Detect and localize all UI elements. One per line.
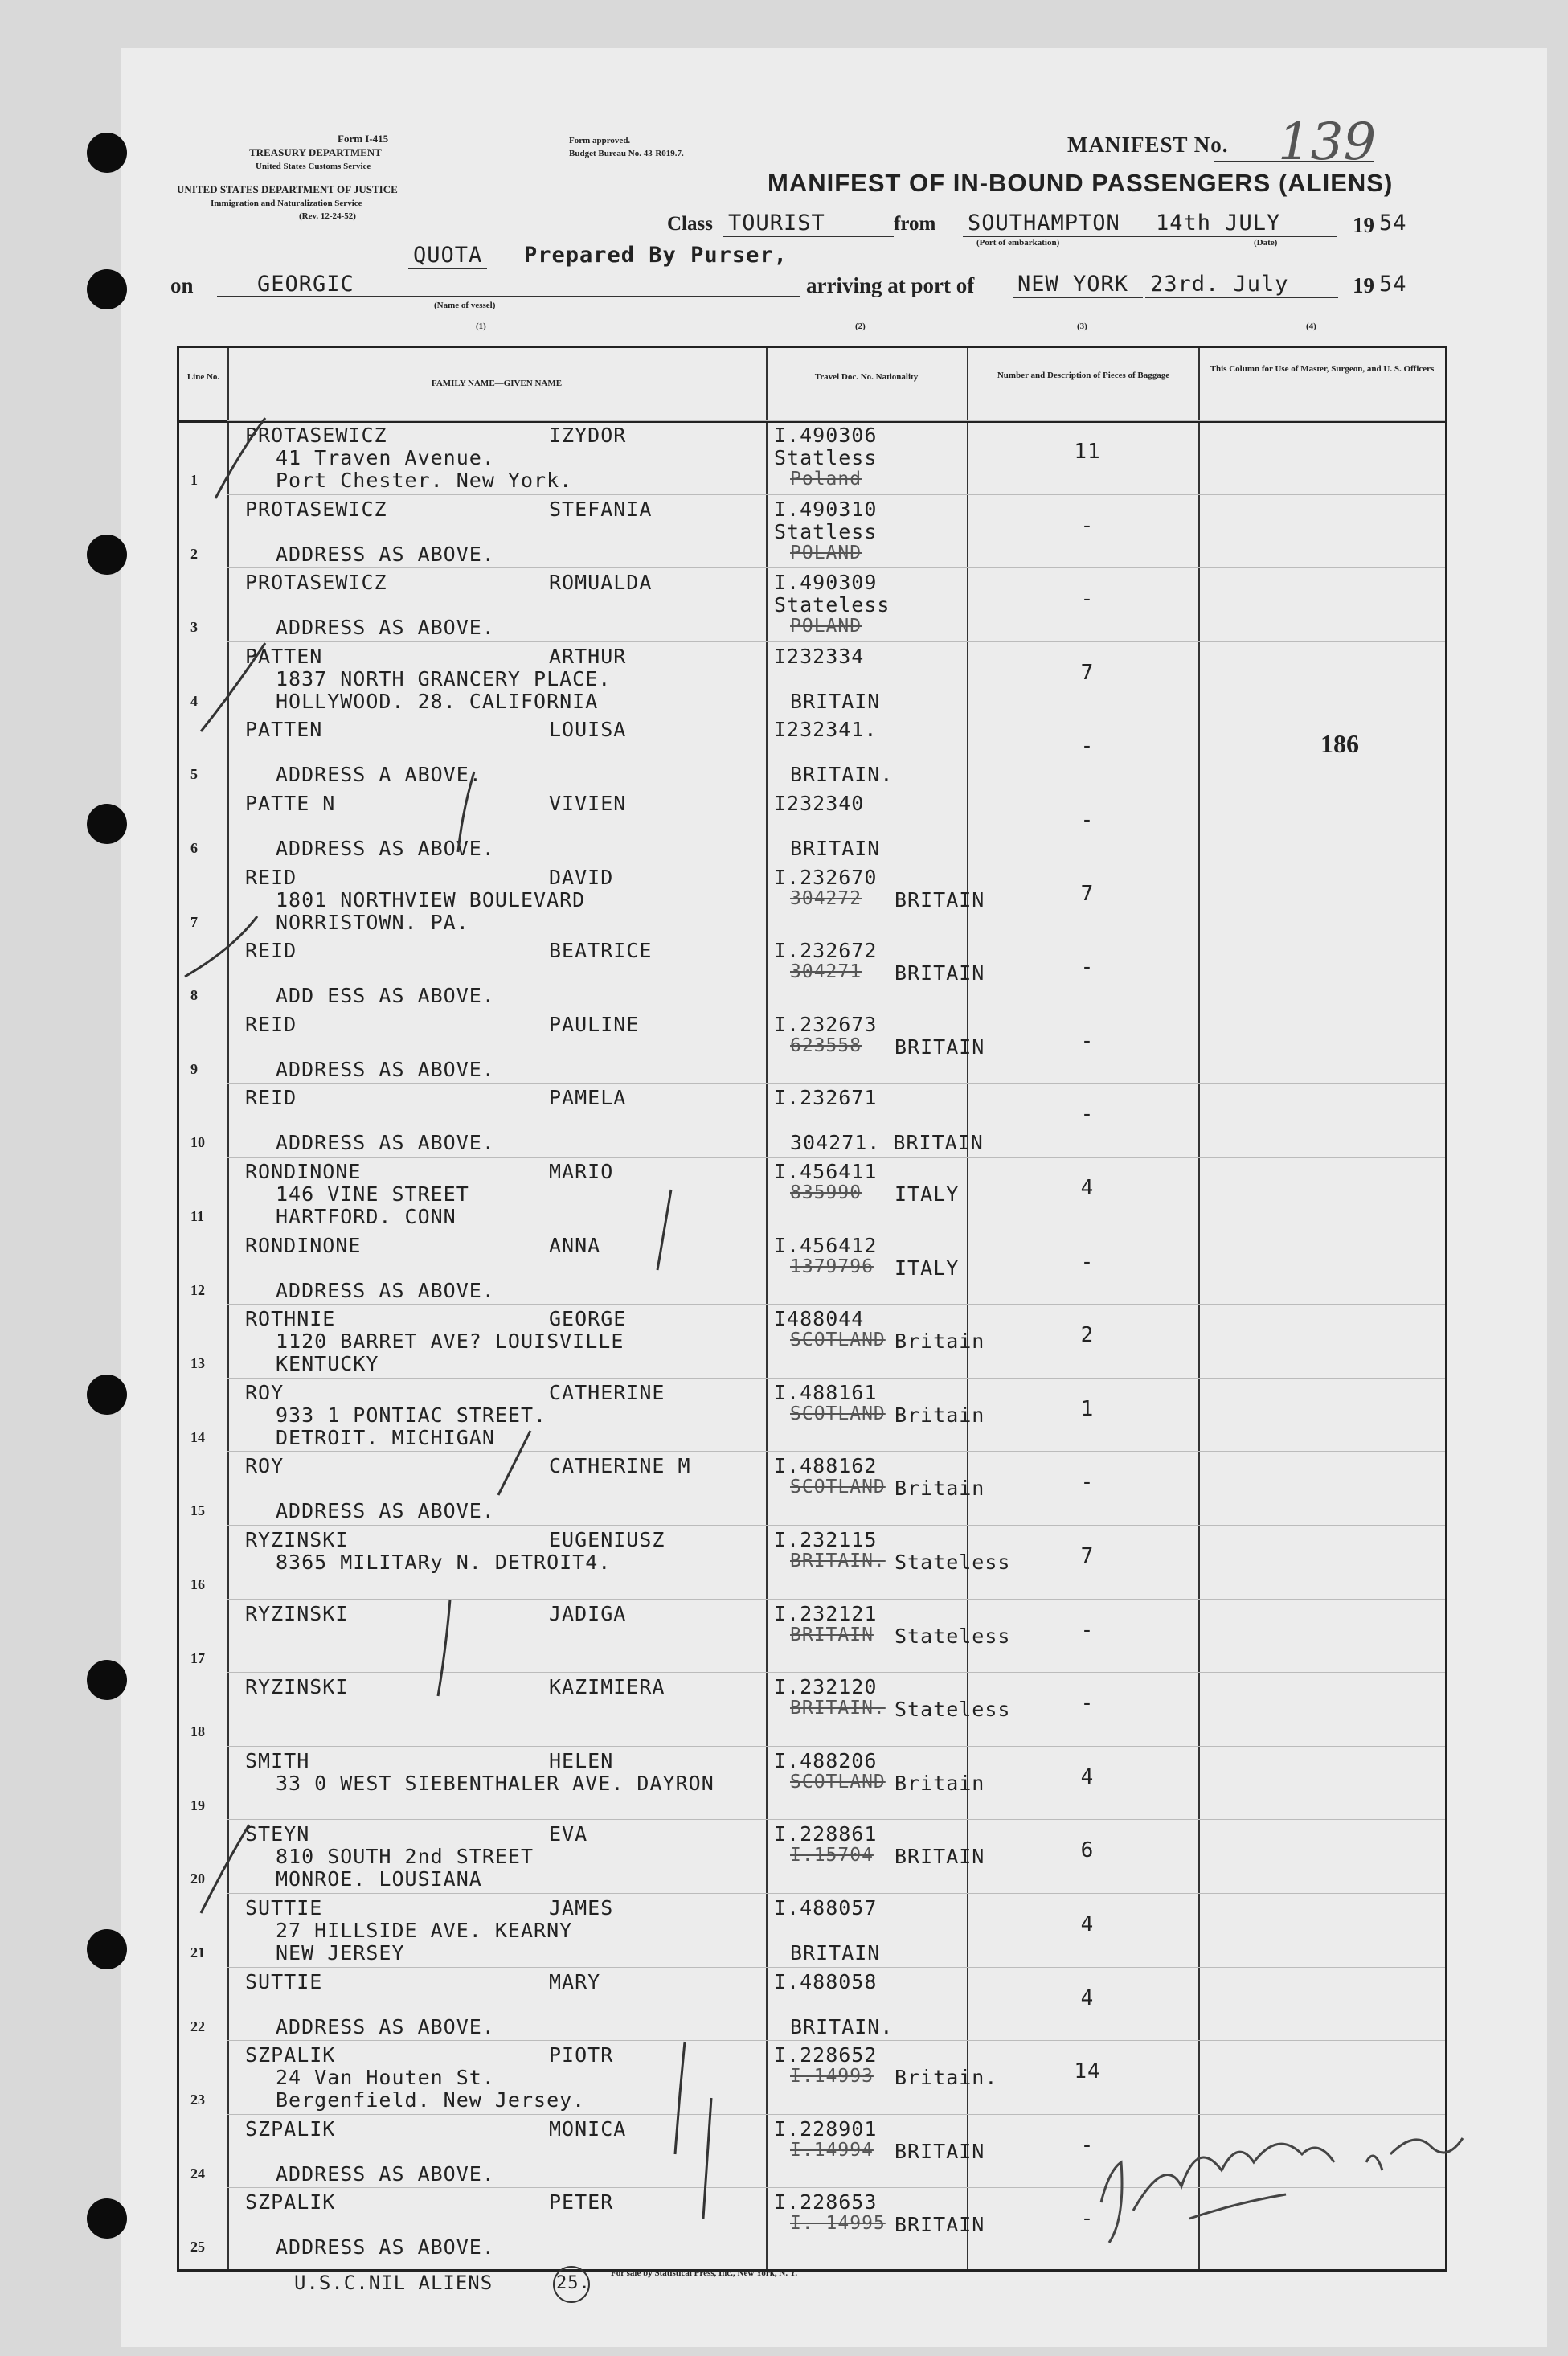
given-name: MARY — [549, 1969, 601, 1993]
treasury-department: TREASURY DEPARTMENT — [249, 146, 382, 158]
revision-label: (Rev. 12-24-52) — [299, 211, 356, 221]
travel-doc-number: I.228653 — [774, 2190, 878, 2215]
check-mark — [201, 643, 265, 731]
given-name: KAZIMIERA — [549, 1675, 665, 1699]
address-line-2: ADDRESS AS ABOVE. — [276, 2161, 495, 2186]
nationality: 304271. BRITAIN — [790, 1131, 984, 1155]
travel-doc-number: I.232673 — [774, 1012, 878, 1036]
embark-year-prefix: 19 — [1353, 213, 1374, 237]
travel-doc-number: I232340 — [774, 792, 865, 815]
struck-entry: 623558 — [790, 1035, 862, 1056]
arriving-label: arriving at port of — [806, 273, 975, 297]
baggage-count: - — [1080, 587, 1095, 612]
given-name: CATHERINE — [549, 1380, 665, 1404]
address-line: 41 Traven Avenue. — [276, 446, 495, 469]
given-name: EVA — [549, 1822, 588, 1846]
family-name: SUTTIE — [245, 1969, 323, 1993]
nationality: Britain — [895, 1477, 985, 1501]
baggage-count: 1 — [1080, 1396, 1095, 1421]
family-name: SMITH — [245, 1748, 310, 1772]
baggage-count: 4 — [1080, 1912, 1095, 1936]
nationality: BRITAIN — [895, 887, 985, 912]
given-name: PAULINE — [549, 1012, 640, 1036]
family-name: REID — [245, 1012, 297, 1036]
struck-entry: SCOTLAND — [790, 1330, 886, 1351]
address-line-2: ADDRESS A ABOVE. — [276, 763, 482, 787]
given-name: GEORGE — [549, 1307, 627, 1331]
port-embark-caption: (Port of embarkation) — [976, 238, 1060, 248]
given-name: BEATRICE — [549, 939, 653, 963]
nationality: BRITAIN — [790, 837, 881, 860]
line-number: 10 — [190, 1134, 205, 1151]
baggage-count: - — [1080, 2133, 1095, 2157]
line-number: 4 — [190, 692, 198, 709]
address-line: 27 HILLSIDE AVE. KEARNY — [276, 1919, 573, 1942]
given-name: IZYDOR — [549, 424, 627, 447]
given-name: PAMELA — [549, 1086, 627, 1110]
struck-nationality: POLAND — [790, 616, 862, 637]
address-line-2: ADDRESS AS ABOVE. — [276, 1278, 495, 1302]
line-number: 16 — [190, 1576, 205, 1592]
header-travel-doc: Travel Doc. No. Nationality — [814, 372, 919, 382]
baggage-count: - — [1080, 1249, 1095, 1274]
baggage-count: 4 — [1080, 1764, 1095, 1789]
customs-service: United States Customs Service — [256, 162, 371, 171]
line-number: 8 — [190, 987, 198, 1004]
tick-mark — [498, 1431, 530, 1495]
struck-entry: 835990 — [790, 1182, 862, 1203]
address-line: 810 SOUTH 2nd STREET — [276, 1845, 534, 1869]
travel-doc-number: I.232115 — [774, 1528, 878, 1551]
embark-date: 14th JULY — [1151, 211, 1337, 237]
given-name: MONICA — [549, 2116, 627, 2141]
struck-entry: I.14994 — [790, 2139, 874, 2161]
baggage-count: 7 — [1080, 1544, 1095, 1568]
line-number: 7 — [190, 913, 198, 930]
given-name: HELEN — [549, 1748, 614, 1772]
department-of-justice: UNITED STATES DEPARTMENT OF JUSTICE — [177, 183, 398, 195]
travel-doc-number: I.490306 — [774, 424, 878, 447]
date-caption: (Date) — [1254, 238, 1278, 248]
line-number: 21 — [190, 1944, 205, 1961]
family-name: SZPALIK — [245, 2116, 336, 2141]
struck-entry: I.15704 — [790, 1845, 874, 1866]
address-line-2: Port Chester. New York. — [276, 469, 573, 492]
class-label: Class — [667, 213, 713, 235]
nationality: Britain — [895, 1330, 985, 1354]
travel-doc-number: I.456412 — [774, 1233, 878, 1257]
line-number: 12 — [190, 1281, 205, 1298]
family-name: RYZINSKI — [245, 1601, 349, 1625]
travel-doc-number: I.490310 — [774, 497, 878, 521]
baggage-count: - — [1080, 734, 1095, 759]
arrival-port: NEW YORK — [1013, 272, 1143, 298]
nationality: Stateless — [895, 1624, 1011, 1648]
line-number: 1 — [190, 472, 198, 488]
nationality: Britain — [895, 1771, 985, 1795]
port-of-embarkation: SOUTHAMPTON — [963, 211, 1151, 237]
line-number: 13 — [190, 1355, 205, 1372]
address-line-2: Bergenfield. New Jersey. — [276, 2088, 586, 2112]
travel-doc-number: I.456411 — [774, 1160, 878, 1183]
footer-total: U.S.C.NIL ALIENS — [294, 2272, 493, 2294]
nationality: BRITAIN — [790, 689, 881, 713]
family-name: RONDINONE — [245, 1160, 362, 1183]
baggage-count: - — [1080, 1028, 1095, 1053]
ins-label: Immigration and Naturalization Service — [211, 199, 362, 208]
header-baggage: Number and Description of Pieces of Baggage — [997, 371, 1170, 380]
address-line: 8365 MILITARy N. DETROIT4. — [276, 1551, 612, 1574]
given-name: LOUISA — [549, 718, 627, 742]
struck-entry: BRITAIN. — [790, 1551, 886, 1571]
line-number: 5 — [190, 766, 198, 783]
family-name: PATTEN — [245, 718, 323, 742]
embark-year: 54 — [1379, 211, 1407, 236]
arrival-year: 54 — [1379, 272, 1407, 297]
baggage-count: - — [1080, 1691, 1095, 1716]
address-line: 24 Van Houten St. — [276, 2066, 495, 2090]
travel-doc-number: I.228901 — [774, 2116, 878, 2141]
tick-mark — [703, 2098, 711, 2219]
family-name: SZPALIK — [245, 2190, 336, 2215]
given-name: ANNA — [549, 1233, 601, 1257]
travel-doc-number: I.488162 — [774, 1454, 878, 1478]
line-number: 17 — [190, 1649, 205, 1666]
struck-entry: BRITAIN. — [790, 1698, 886, 1719]
header-officers: This Column for Use of Master, Surgeon, and U. S. Officers — [1210, 364, 1435, 374]
struck-nationality: Poland — [790, 469, 862, 490]
line-number: 15 — [190, 1502, 205, 1519]
column-index-2: (2) — [855, 322, 866, 331]
check-mark — [215, 418, 265, 498]
travel-doc-number: I.228861 — [774, 1822, 878, 1846]
travel-doc-number: I.228652 — [774, 2043, 878, 2067]
family-name: REID — [245, 1086, 297, 1110]
arrival-year-prefix: 19 — [1353, 273, 1374, 297]
struck-entry: 304271 — [790, 961, 862, 983]
column-index-4: (4) — [1306, 322, 1316, 331]
baggage-count: - — [1080, 2206, 1095, 2231]
family-name: PROTASEWICZ — [245, 424, 387, 447]
travel-doc-number: I.232121 — [774, 1601, 878, 1625]
tick-mark — [675, 2042, 685, 2154]
family-name: ROY — [245, 1380, 285, 1404]
address-line-2: ADDRESS AS ABOVE. — [276, 1499, 495, 1523]
baggage-count: 11 — [1074, 440, 1101, 464]
address-line-2: NEW JERSEY — [276, 1941, 405, 1965]
baggage-count: - — [1080, 1470, 1095, 1495]
nationality: Statless — [774, 446, 878, 469]
given-name: VIVIEN — [549, 792, 627, 815]
form-approved: Form approved. — [569, 136, 631, 145]
family-name: REID — [245, 865, 297, 889]
baggage-count: - — [1080, 513, 1095, 538]
travel-doc-number: I.488206 — [774, 1748, 878, 1772]
travel-doc-number: I.232120 — [774, 1675, 878, 1699]
line-number: 20 — [190, 1870, 205, 1887]
tick-mark — [458, 772, 474, 852]
travel-doc-number: I.488058 — [774, 1969, 878, 1993]
line-number: 14 — [190, 1428, 205, 1445]
form-number: Form I-415 — [338, 133, 389, 145]
family-name: RYZINSKI — [245, 1528, 349, 1551]
line-number: 19 — [190, 1797, 205, 1813]
baggage-count: - — [1080, 955, 1095, 980]
header-name: FAMILY NAME—GIVEN NAME — [431, 379, 563, 388]
travel-doc-number: I.232672 — [774, 939, 878, 963]
address-line-2: ADDRESS AS ABOVE. — [276, 2235, 495, 2260]
address-line: 33 0 WEST SIEBENTHALER AVE. DAYRON — [276, 1771, 714, 1795]
line-number: 3 — [190, 619, 198, 636]
travel-doc-number: I.488161 — [774, 1380, 878, 1404]
address-line-2: ADDRESS AS ABOVE. — [276, 1057, 495, 1081]
given-name: PETER — [549, 2190, 614, 2215]
address-line: 146 VINE STREET — [276, 1182, 469, 1206]
address-line-2: ADDRESS AS ABOVE. — [276, 837, 495, 860]
family-name: PROTASEWICZ — [245, 571, 387, 595]
given-name: ROMUALDA — [549, 571, 653, 595]
line-number: 2 — [190, 545, 198, 562]
struck-entry: I. 14995 — [790, 2213, 886, 2235]
address-line-2: HARTFORD. CONN — [276, 1205, 456, 1228]
family-name: SZPALIK — [245, 2043, 336, 2067]
family-name: RONDINONE — [245, 1233, 362, 1257]
nationality: Stateless — [895, 1698, 1011, 1722]
address-line-2: MONROE. LOUSIANA — [276, 1867, 482, 1891]
nationality: BRITAIN — [790, 1941, 881, 1965]
struck-entry: SCOTLAND — [790, 1771, 886, 1793]
address-line: 1120 BARRET AVE? LOUISVILLE — [276, 1330, 624, 1354]
address-line-2: KENTUCKY — [276, 1352, 379, 1376]
manifest-no-label: MANIFEST No. — [1067, 133, 1229, 157]
address-line-2: NORRISTOWN. PA. — [276, 910, 469, 934]
given-name: CATHERINE M — [549, 1454, 691, 1478]
line-number: 24 — [190, 2165, 205, 2182]
travel-doc-number: I232334 — [774, 644, 865, 668]
vessel-name: GEORGIC — [257, 272, 354, 297]
family-name: ROY — [245, 1454, 285, 1478]
address-line-2: ADDRESS AS ABOVE. — [276, 616, 495, 640]
address-line-2: DETROIT. MICHIGAN — [276, 1425, 495, 1449]
given-name: JADIGA — [549, 1601, 627, 1625]
class-value: TOURIST — [723, 211, 894, 237]
struck-nationality: POLAND — [790, 542, 862, 563]
from-label: from — [894, 213, 936, 235]
given-name: DAVID — [549, 865, 614, 889]
struck-entry: I.14993 — [790, 2066, 874, 2088]
travel-doc-number: I.232670 — [774, 865, 878, 889]
struck-entry: 304272 — [790, 887, 862, 909]
baggage-count: 14 — [1074, 2059, 1101, 2084]
address-line-2: ADDRESS AS ABOVE. — [276, 2014, 495, 2038]
budget-bureau: Budget Bureau No. 43-R019.7. — [569, 149, 684, 158]
given-name: ARTHUR — [549, 644, 627, 668]
nationality: BRITAIN — [895, 2213, 985, 2237]
baggage-count: 4 — [1080, 1176, 1095, 1200]
address-line-2: ADD ESS AS ABOVE. — [276, 984, 495, 1008]
line-number: 18 — [190, 1723, 205, 1740]
given-name: MARIO — [549, 1160, 614, 1183]
manifest-title: MANIFEST OF IN-BOUND PASSENGERS (ALIENS) — [768, 169, 1394, 197]
baggage-count: 6 — [1080, 1838, 1095, 1863]
address-line: 1837 NORTH GRANCERY PLACE. — [276, 666, 612, 690]
footer-count: 25. — [556, 2273, 591, 2293]
struck-entry: 1379796 — [790, 1256, 874, 1277]
manifest-no-value: 139 — [1278, 113, 1377, 172]
nationality: ITALY — [895, 1182, 960, 1206]
address-line: 1801 NORTHVIEW BOULEVARD — [276, 887, 586, 912]
nationality: BRITAIN — [895, 961, 985, 985]
nationality: BRITAIN. — [790, 763, 894, 787]
travel-doc-number: I232341. — [774, 718, 878, 742]
arrival-date: 23rd. July — [1145, 272, 1338, 298]
nationality: Statless — [774, 519, 878, 543]
signature — [1101, 2138, 1463, 2243]
column-index-1: (1) — [476, 322, 486, 331]
nationality: Stateless — [895, 1551, 1011, 1574]
header-line-no: Line No. — [186, 372, 220, 382]
travel-doc-number: I.232671 — [774, 1086, 878, 1110]
family-name: PROTASEWICZ — [245, 497, 387, 521]
nationality: BRITAIN — [895, 1035, 985, 1059]
line-number: 23 — [190, 2092, 205, 2108]
quota-label: QUOTA — [408, 243, 487, 269]
nationality: Britain. — [895, 2066, 998, 2090]
given-name: STEFANIA — [549, 497, 653, 521]
baggage-count: 7 — [1080, 660, 1095, 685]
travel-doc-number: I.490309 — [774, 571, 878, 595]
printer-credit: For sale by Statistical Press, Inc., New York, N. Y. — [611, 2268, 798, 2278]
baggage-count: - — [1080, 1617, 1095, 1642]
address-line-2: HOLLYWOOD. 28. CALIFORNIA — [276, 689, 599, 713]
family-name: STEYN — [245, 1822, 310, 1846]
baggage-count: 7 — [1080, 881, 1095, 906]
nationality: Britain — [895, 1403, 985, 1427]
nationality: BRITAIN. — [790, 2014, 894, 2038]
given-name: PIOTR — [549, 2043, 614, 2067]
tick-mark — [438, 1600, 450, 1696]
baggage-count: 2 — [1080, 1323, 1095, 1348]
family-name: PATTE N — [245, 792, 336, 815]
line-number: 6 — [190, 840, 198, 856]
struck-entry: SCOTLAND — [790, 1403, 886, 1424]
given-name: JAMES — [549, 1896, 614, 1920]
struck-entry: BRITAIN — [790, 1624, 874, 1645]
officer-note: 186 — [1320, 729, 1359, 759]
nationality: Stateless — [774, 593, 890, 617]
line-number: 25 — [190, 2239, 205, 2256]
baggage-count: 4 — [1080, 1985, 1095, 2010]
check-mark — [185, 913, 257, 977]
line-number: 11 — [190, 1208, 205, 1224]
prepared-by: Prepared By Purser, — [524, 243, 788, 268]
vessel-caption: (Name of vessel) — [434, 301, 496, 310]
address-line-2: ADDRESS AS ABOVE. — [276, 1131, 495, 1155]
family-name: REID — [245, 939, 297, 963]
travel-doc-number: I.488057 — [774, 1896, 878, 1920]
baggage-count: - — [1080, 1102, 1095, 1127]
struck-entry: SCOTLAND — [790, 1477, 886, 1498]
line-number: 9 — [190, 1060, 198, 1077]
family-name: RYZINSKI — [245, 1675, 349, 1699]
tick-mark — [657, 1190, 671, 1270]
on-label: on — [170, 273, 194, 297]
address-line: 933 1 PONTIAC STREET. — [276, 1403, 547, 1427]
line-number: 22 — [190, 2018, 205, 2034]
check-mark — [201, 1825, 249, 1913]
baggage-count: - — [1080, 808, 1095, 832]
column-index-3: (3) — [1077, 322, 1087, 331]
given-name: EUGENIUSZ — [549, 1528, 665, 1551]
family-name: ROTHNIE — [245, 1307, 336, 1331]
family-name: SUTTIE — [245, 1896, 323, 1920]
family-name: PATTEN — [245, 644, 323, 668]
nationality: BRITAIN — [895, 2139, 985, 2163]
address-line-2: ADDRESS AS ABOVE. — [276, 542, 495, 566]
nationality: BRITAIN — [895, 1845, 985, 1869]
nationality: ITALY — [895, 1256, 960, 1280]
travel-doc-number: I488044 — [774, 1307, 865, 1331]
